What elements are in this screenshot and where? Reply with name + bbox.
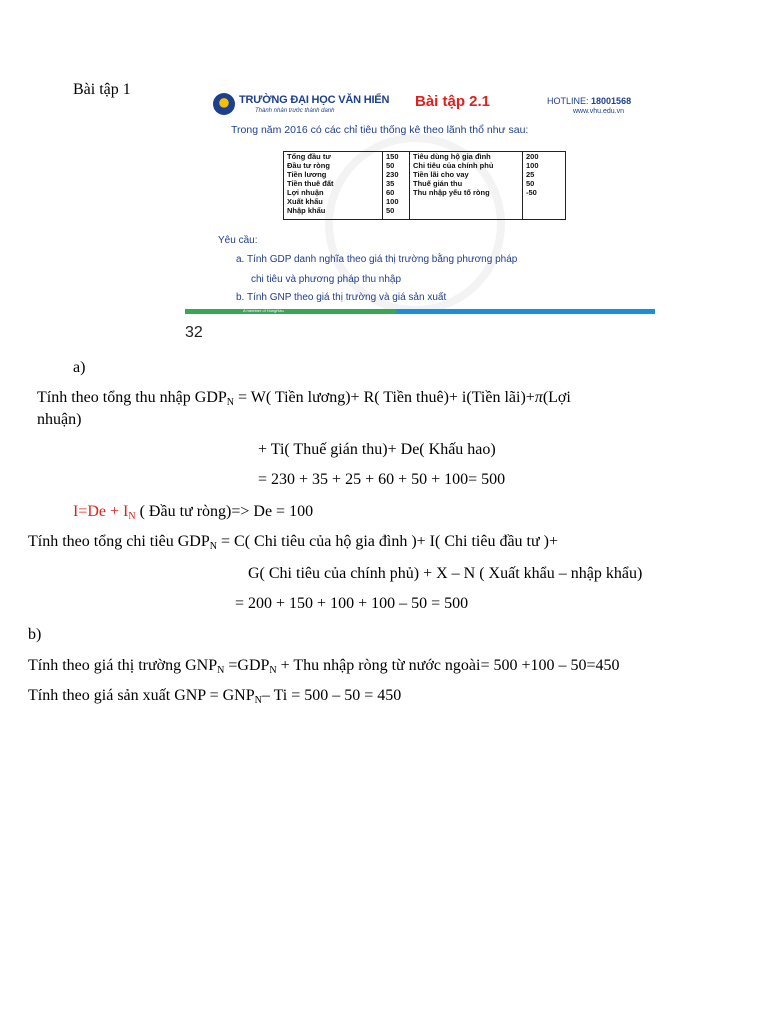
table-cell: -50 bbox=[523, 188, 566, 197]
table-cell: Tổng đầu tư bbox=[284, 152, 383, 162]
exercise-heading: Bài tập 1 bbox=[73, 81, 131, 98]
hotline-number: 18001568 bbox=[591, 96, 632, 106]
part-b-label: b) bbox=[28, 626, 42, 643]
text-segment: Tính theo giá sản xuất GNP = GNP bbox=[28, 687, 255, 704]
table-cell bbox=[410, 206, 523, 220]
part-a-label: a) bbox=[73, 359, 86, 376]
table-cell: 50 bbox=[523, 179, 566, 188]
table-cell: 200 bbox=[523, 152, 566, 162]
table-cell: Tiêu dùng hộ gia đình bbox=[410, 152, 523, 162]
table-cell bbox=[410, 197, 523, 206]
subscript: N bbox=[209, 541, 217, 552]
table-cell: 25 bbox=[523, 170, 566, 179]
gnp-factor-cost-line bbox=[28, 686, 401, 706]
table-row bbox=[284, 188, 566, 197]
text-segment: = W( Tiền lương)+ R( Tiền thuê)+ i(Tiền lãi)+ bbox=[234, 389, 535, 406]
table-cell: Thu nhập yếu tố ròng bbox=[410, 188, 523, 197]
expenditure-calculation: = 200 + 150 + 100 + 100 – 50 = 500 bbox=[235, 595, 469, 612]
table-row bbox=[284, 161, 566, 170]
table-cell: Xuất khẩu bbox=[284, 197, 383, 206]
table-cell: Tiền lương bbox=[284, 170, 383, 179]
gnp-market-price-line bbox=[28, 656, 620, 676]
investment-identity: I=De + I bbox=[73, 503, 129, 520]
text-segment: Tính theo tổng chi tiêu GDP bbox=[28, 533, 210, 550]
text-segment: Tính theo tổng thu nhập GDP bbox=[37, 389, 227, 406]
subscript: N bbox=[226, 397, 234, 408]
table-cell: 100 bbox=[523, 161, 566, 170]
table-cell bbox=[523, 206, 566, 220]
text-segment: =GDP bbox=[224, 657, 270, 674]
expenditure-formula-line2: G( Chi tiêu của chính phủ) + X – N ( Xuất khẩu – nhập khẩu) bbox=[248, 565, 643, 582]
text-segment: + Thu nhập ròng từ nước ngoài= 500 +100 – 50=450 bbox=[276, 657, 620, 674]
statistics-table bbox=[283, 151, 566, 220]
table-cell: 50 bbox=[383, 161, 410, 170]
text-segment: Tính theo giá thị trường GNP bbox=[28, 657, 218, 674]
table-cell bbox=[523, 197, 566, 206]
text-segment: = C( Chi tiêu của hộ gia đình )+ I( Chi tiêu đầu tư )+ bbox=[217, 533, 559, 550]
exercise-title: Bài tập 2.1 bbox=[415, 93, 491, 110]
income-formula-line1 bbox=[37, 388, 571, 408]
income-formula-line3: + Ti( Thuế gián thu)+ De( Khấu hao) bbox=[258, 441, 496, 458]
hotline bbox=[547, 96, 631, 106]
text-segment: ( Đầu tư ròng)=> De = 100 bbox=[135, 503, 314, 520]
text-segment: – Ti = 500 – 50 = 450 bbox=[261, 687, 402, 704]
table-row bbox=[284, 152, 566, 162]
table-cell: 150 bbox=[383, 152, 410, 162]
table-cell: 60 bbox=[383, 188, 410, 197]
table-row bbox=[284, 179, 566, 188]
university-slogan: Thành nhân trước thành danh bbox=[255, 108, 335, 114]
table-row bbox=[284, 170, 566, 179]
income-formula-line2: nhuận) bbox=[37, 411, 82, 428]
page-number: 32 bbox=[185, 324, 203, 341]
subscript: N bbox=[269, 665, 277, 676]
table-cell: Thuế gián thu bbox=[410, 179, 523, 188]
footer-bar-text: A member of HungHau bbox=[243, 308, 284, 313]
exercise-intro: Trong năm 2016 có các chỉ tiêu thống kê theo lãnh thổ như sau: bbox=[231, 124, 529, 136]
university-name: TRƯỜNG ĐẠI HỌC VĂN HIẾN bbox=[239, 94, 390, 106]
text-segment: (Lợi bbox=[542, 389, 571, 406]
subscript: N bbox=[254, 695, 262, 706]
university-logo-icon bbox=[213, 93, 235, 115]
table-cell: 100 bbox=[383, 197, 410, 206]
hotline-label: HOTLINE: bbox=[547, 96, 589, 106]
table-row bbox=[284, 197, 566, 206]
table-cell: Lợi nhuận bbox=[284, 188, 383, 197]
website: www.vhu.edu.vn bbox=[573, 108, 624, 115]
table-cell: 50 bbox=[383, 206, 410, 220]
income-calculation: = 230 + 35 + 25 + 60 + 50 + 100= 500 bbox=[258, 471, 506, 488]
depreciation-line bbox=[73, 502, 313, 522]
table-cell: Nhập khẩu bbox=[284, 206, 383, 220]
table-cell: Tiền lãi cho vay bbox=[410, 170, 523, 179]
table-cell: 230 bbox=[383, 170, 410, 179]
exercise-image bbox=[185, 84, 655, 320]
requirement-a-line2: chi tiêu và phương pháp thu nhập bbox=[251, 274, 402, 285]
requirement-b: b. Tính GNP theo giá thị trường và giá sản xuất bbox=[236, 292, 447, 303]
table-cell: Đầu tư ròng bbox=[284, 161, 383, 170]
expenditure-formula-line1 bbox=[28, 532, 558, 552]
table-row bbox=[284, 206, 566, 220]
table-cell: 35 bbox=[383, 179, 410, 188]
table-cell: Tiền thuê đất bbox=[284, 179, 383, 188]
pi-symbol: π bbox=[534, 389, 543, 406]
requirement-a-line1: a. Tính GDP danh nghĩa theo giá thị trường bằng phương pháp bbox=[236, 254, 518, 265]
subscript: N bbox=[217, 665, 225, 676]
table-cell: Chi tiêu của chính phủ bbox=[410, 161, 523, 170]
subscript: N bbox=[128, 511, 136, 522]
requirement-label: Yêu cầu: bbox=[218, 235, 258, 246]
